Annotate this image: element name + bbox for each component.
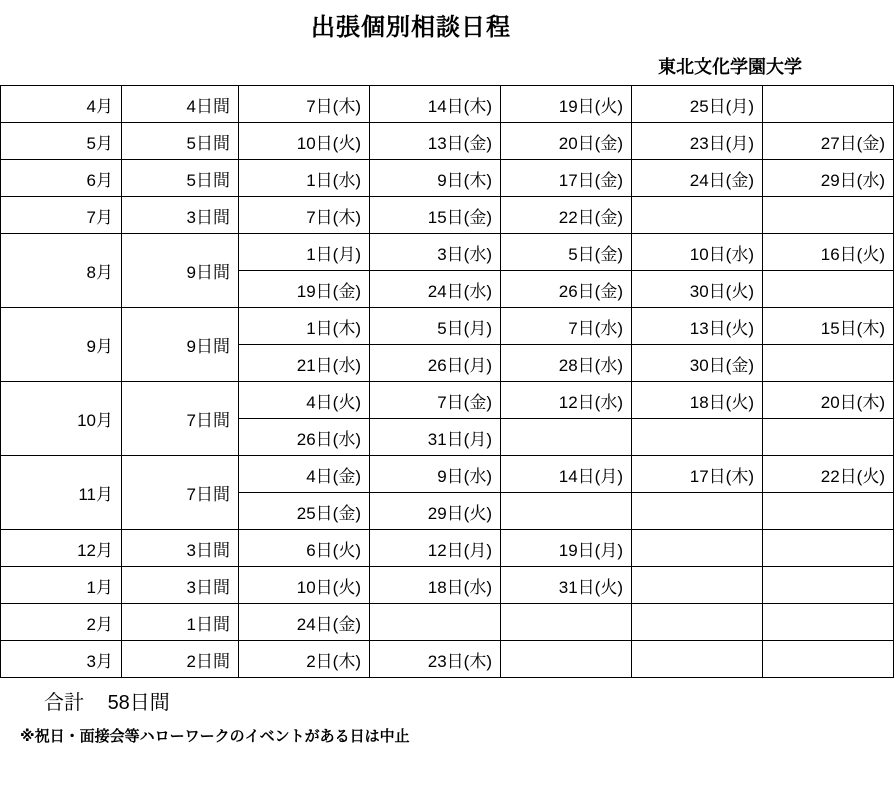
date-cell: 13日(火) bbox=[632, 308, 763, 345]
date-cell: 30日(金) bbox=[632, 345, 763, 382]
table-row bbox=[1, 123, 894, 160]
table-row bbox=[1, 456, 894, 493]
empty-date-cell bbox=[763, 641, 894, 678]
empty-date-cell bbox=[763, 86, 894, 123]
date-cell: 12日(月) bbox=[370, 530, 501, 567]
days-count-cell: 2日間 bbox=[122, 641, 239, 678]
empty-date-cell bbox=[501, 493, 632, 530]
date-cell: 12日(水) bbox=[501, 382, 632, 419]
month-cell: 5月 bbox=[1, 123, 122, 160]
date-cell: 24日(金) bbox=[632, 160, 763, 197]
date-cell: 30日(火) bbox=[632, 271, 763, 308]
schedule-table-body bbox=[1, 86, 894, 678]
date-cell: 5日(月) bbox=[370, 308, 501, 345]
days-count-cell: 7日間 bbox=[122, 456, 239, 530]
days-count-cell: 9日間 bbox=[122, 234, 239, 308]
empty-date-cell bbox=[501, 604, 632, 641]
date-cell: 19日(金) bbox=[239, 271, 370, 308]
month-cell: 2月 bbox=[1, 604, 122, 641]
date-cell: 26日(金) bbox=[501, 271, 632, 308]
date-cell: 7日(木) bbox=[239, 86, 370, 123]
date-cell: 7日(水) bbox=[501, 308, 632, 345]
date-cell: 27日(金) bbox=[763, 123, 894, 160]
date-cell: 31日(月) bbox=[370, 419, 501, 456]
date-cell: 9日(木) bbox=[370, 160, 501, 197]
date-cell: 19日(月) bbox=[501, 530, 632, 567]
table-row bbox=[1, 382, 894, 419]
date-cell: 21日(水) bbox=[239, 345, 370, 382]
empty-date-cell bbox=[370, 604, 501, 641]
empty-date-cell bbox=[632, 493, 763, 530]
date-cell: 29日(火) bbox=[370, 493, 501, 530]
empty-date-cell bbox=[763, 419, 894, 456]
date-cell: 9日(水) bbox=[370, 456, 501, 493]
month-cell: 6月 bbox=[1, 160, 122, 197]
month-cell: 7月 bbox=[1, 197, 122, 234]
total-value: 58日間 bbox=[107, 692, 170, 715]
date-cell: 5日(金) bbox=[501, 234, 632, 271]
empty-date-cell bbox=[763, 271, 894, 308]
month-cell: 1月 bbox=[1, 567, 122, 604]
days-count-cell: 3日間 bbox=[122, 530, 239, 567]
date-cell: 4日(金) bbox=[239, 456, 370, 493]
days-count-cell: 7日間 bbox=[122, 382, 239, 456]
date-cell: 26日(月) bbox=[370, 345, 501, 382]
date-cell: 14日(月) bbox=[501, 456, 632, 493]
date-cell: 1日(水) bbox=[239, 160, 370, 197]
table-row bbox=[1, 197, 894, 234]
date-cell: 2日(木) bbox=[239, 641, 370, 678]
date-cell: 22日(火) bbox=[763, 456, 894, 493]
month-cell: 3月 bbox=[1, 641, 122, 678]
empty-date-cell bbox=[763, 197, 894, 234]
days-count-cell: 1日間 bbox=[122, 604, 239, 641]
date-cell: 25日(金) bbox=[239, 493, 370, 530]
date-cell: 4日(火) bbox=[239, 382, 370, 419]
date-cell: 3日(水) bbox=[370, 234, 501, 271]
footer-note: ※祝日・面接会等ハローワークのイベントがある日は中止 bbox=[20, 728, 410, 746]
month-cell: 8月 bbox=[1, 234, 122, 308]
empty-date-cell bbox=[632, 604, 763, 641]
total-label: 合計 bbox=[44, 692, 84, 715]
date-cell: 24日(金) bbox=[239, 604, 370, 641]
table-row bbox=[1, 234, 894, 271]
date-cell: 24日(水) bbox=[370, 271, 501, 308]
date-cell: 22日(金) bbox=[501, 197, 632, 234]
date-cell: 19日(火) bbox=[501, 86, 632, 123]
days-count-cell: 5日間 bbox=[122, 160, 239, 197]
date-cell: 20日(木) bbox=[763, 382, 894, 419]
date-cell: 10日(水) bbox=[632, 234, 763, 271]
month-cell: 10月 bbox=[1, 382, 122, 456]
table-row bbox=[1, 567, 894, 604]
date-cell: 18日(水) bbox=[370, 567, 501, 604]
month-cell: 9月 bbox=[1, 308, 122, 382]
empty-date-cell bbox=[632, 567, 763, 604]
empty-date-cell bbox=[632, 530, 763, 567]
date-cell: 7日(木) bbox=[239, 197, 370, 234]
month-cell: 12月 bbox=[1, 530, 122, 567]
days-count-cell: 3日間 bbox=[122, 197, 239, 234]
document-page bbox=[0, 12, 885, 791]
date-cell: 25日(月) bbox=[632, 86, 763, 123]
date-cell: 20日(金) bbox=[501, 123, 632, 160]
organization-name: 東北文化学園大学 bbox=[658, 57, 802, 78]
table-row bbox=[1, 604, 894, 641]
date-cell: 29日(水) bbox=[763, 160, 894, 197]
empty-date-cell bbox=[632, 641, 763, 678]
empty-date-cell bbox=[501, 419, 632, 456]
empty-date-cell bbox=[763, 604, 894, 641]
date-cell: 18日(火) bbox=[632, 382, 763, 419]
month-cell: 11月 bbox=[1, 456, 122, 530]
empty-date-cell bbox=[501, 641, 632, 678]
total-row bbox=[44, 686, 822, 715]
date-cell: 1日(月) bbox=[239, 234, 370, 271]
date-cell: 10日(火) bbox=[239, 567, 370, 604]
date-cell: 28日(水) bbox=[501, 345, 632, 382]
days-count-cell: 5日間 bbox=[122, 123, 239, 160]
table-row bbox=[1, 160, 894, 197]
date-cell: 13日(金) bbox=[370, 123, 501, 160]
page-title: 出張個別相談日程 bbox=[311, 14, 511, 41]
date-cell: 16日(火) bbox=[763, 234, 894, 271]
days-count-cell: 9日間 bbox=[122, 308, 239, 382]
date-cell: 6日(火) bbox=[239, 530, 370, 567]
empty-date-cell bbox=[632, 419, 763, 456]
table-row bbox=[1, 308, 894, 345]
date-cell: 23日(月) bbox=[632, 123, 763, 160]
days-count-cell: 3日間 bbox=[122, 567, 239, 604]
date-cell: 15日(木) bbox=[763, 308, 894, 345]
table-row bbox=[1, 86, 894, 123]
date-cell: 17日(木) bbox=[632, 456, 763, 493]
empty-date-cell bbox=[632, 197, 763, 234]
empty-date-cell bbox=[763, 567, 894, 604]
table-row bbox=[1, 641, 894, 678]
date-cell: 10日(火) bbox=[239, 123, 370, 160]
schedule-table bbox=[0, 85, 894, 678]
month-cell: 4月 bbox=[1, 86, 122, 123]
date-cell: 17日(金) bbox=[501, 160, 632, 197]
date-cell: 23日(木) bbox=[370, 641, 501, 678]
empty-date-cell bbox=[763, 530, 894, 567]
table-row bbox=[1, 530, 894, 567]
empty-date-cell bbox=[763, 345, 894, 382]
date-cell: 31日(火) bbox=[501, 567, 632, 604]
date-cell: 1日(木) bbox=[239, 308, 370, 345]
date-cell: 7日(金) bbox=[370, 382, 501, 419]
date-cell: 26日(水) bbox=[239, 419, 370, 456]
days-count-cell: 4日間 bbox=[122, 86, 239, 123]
date-cell: 15日(金) bbox=[370, 197, 501, 234]
empty-date-cell bbox=[763, 493, 894, 530]
date-cell: 14日(木) bbox=[370, 86, 501, 123]
